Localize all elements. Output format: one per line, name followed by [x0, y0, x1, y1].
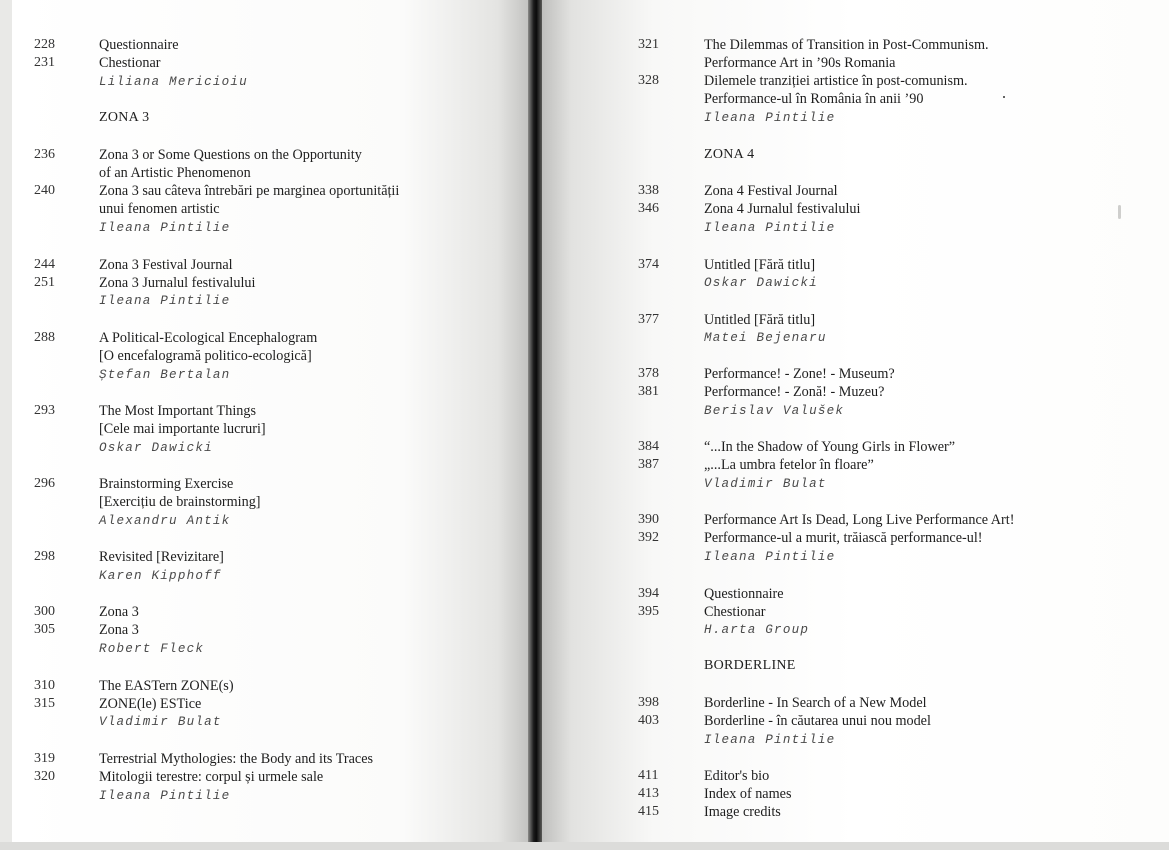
entry-title: ZONE(le) ESTice [99, 696, 202, 712]
entry-title: A Political-Ecological Encephalogram [99, 330, 318, 346]
ink-speck [1003, 96, 1005, 98]
entry-title: Zona 3 [99, 622, 139, 638]
entry-author: Matei Bejenaru [704, 331, 827, 345]
entry-title: unui fenomen artistic [99, 201, 220, 217]
page-number: 288 [34, 330, 55, 345]
page-number: 300 [34, 604, 55, 619]
entry-title: The EASTern ZONE(s) [99, 678, 234, 694]
page-number: 319 [34, 751, 55, 766]
entry-title: Borderline - în căutarea unui nou model [704, 713, 931, 729]
page-number: 338 [638, 183, 659, 198]
entry-title: Zona 3 Festival Journal [99, 257, 233, 273]
left-page [12, 0, 534, 842]
entry-title: Dilemele tranziției artistice în post-comunism. [704, 73, 968, 89]
page-number: 395 [638, 604, 659, 619]
page-number: 377 [638, 312, 659, 327]
entry-author: Ileana Pintilie [99, 294, 231, 308]
entry-author: Karen Kipphoff [99, 569, 222, 583]
page-number: 381 [638, 384, 659, 399]
page-number: 296 [34, 476, 55, 491]
entry-author: Vladimir Bulat [99, 715, 222, 729]
page-number: 384 [638, 439, 659, 454]
page-number: 244 [34, 257, 55, 272]
entry-author: Ileana Pintilie [99, 221, 231, 235]
entry-author: Ileana Pintilie [704, 221, 836, 235]
book-spine [528, 0, 542, 850]
right-page [540, 0, 1169, 842]
entry-title: Brainstorming Exercise [99, 476, 234, 492]
entry-author: Ileana Pintilie [704, 111, 836, 125]
page-number: 387 [638, 457, 659, 472]
entry-title: The Most Important Things [99, 403, 256, 419]
entry-title: Chestionar [704, 604, 766, 620]
entry-title: Zona 4 Festival Journal [704, 183, 838, 199]
entry-author: H.arta Group [704, 623, 810, 637]
section-heading: ZONA 3 [99, 110, 150, 125]
scan-edge [0, 842, 1169, 850]
entry-title: Image credits [704, 804, 781, 820]
entry-author: Liliana Mericioiu [99, 75, 248, 89]
page-number: 320 [34, 769, 55, 784]
entry-title: Borderline - In Search of a New Model [704, 695, 927, 711]
entry-author: Oskar Dawicki [99, 441, 213, 455]
page-number: 398 [638, 695, 659, 710]
entry-title: [Cele mai importante lucruri] [99, 421, 266, 437]
entry-title: Index of names [704, 786, 792, 802]
page-number: 394 [638, 586, 659, 601]
page-number: 390 [638, 512, 659, 527]
entry-title: Editor's bio [704, 768, 770, 784]
entry-title: Zona 4 Jurnalul festivalului [704, 201, 861, 217]
entry-title: Zona 3 Jurnalul festivalului [99, 275, 256, 291]
entry-title: Zona 3 sau câteva întrebări pe marginea oportunității [99, 183, 400, 199]
entry-title: Questionnaire [704, 586, 784, 602]
entry-title: „...La umbra fetelor în floare” [704, 457, 874, 473]
entry-author: Ileana Pintilie [704, 550, 836, 564]
page-number: 231 [34, 55, 55, 70]
page-number: 403 [638, 713, 659, 728]
entry-title: Revisited [Revizitare] [99, 549, 224, 565]
entry-author: Oskar Dawicki [704, 276, 818, 290]
page-number: 315 [34, 696, 55, 711]
entry-title: [O encefalogramă politico-ecologică] [99, 348, 312, 364]
page-number: 251 [34, 275, 55, 290]
page-number: 411 [638, 768, 659, 783]
entry-author: Alexandru Antik [99, 514, 231, 528]
page-number: 346 [638, 201, 659, 216]
entry-title: Chestionar [99, 55, 161, 71]
entry-title: The Dilemmas of Transition in Post-Communism. [704, 37, 989, 53]
page-number: 236 [34, 147, 55, 162]
entry-author: Robert Fleck [99, 642, 205, 656]
entry-title: Terrestrial Mythologies: the Body and its Traces [99, 751, 374, 767]
entry-title: Performance! - Zone! - Museum? [704, 366, 895, 382]
paper-mark [1118, 205, 1121, 219]
entry-title: Zona 3 or Some Questions on the Opportunity [99, 147, 362, 163]
entry-author: Berislav Valušek [704, 404, 845, 418]
page-number: 321 [638, 37, 659, 52]
entry-title: “...In the Shadow of Young Girls in Flower” [704, 439, 956, 455]
page-number: 228 [34, 37, 55, 52]
entry-title: [Exercițiu de brainstorming] [99, 494, 261, 510]
entry-title: of an Artistic Phenomenon [99, 165, 251, 181]
entry-title: Untitled [Fără titlu] [704, 312, 816, 328]
entry-title: Zona 3 [99, 604, 139, 620]
entry-title: Performance-ul a murit, trăiască performance-ul! [704, 530, 983, 546]
page-number: 378 [638, 366, 659, 381]
page-number: 328 [638, 73, 659, 88]
entry-author: Ștefan Bertalan [99, 368, 231, 382]
entry-title: Performance Art in ’90s Romania [704, 55, 896, 71]
entry-title: Mitologii terestre: corpul și urmele sale [99, 769, 324, 785]
page-number: 310 [34, 678, 55, 693]
page-number: 415 [638, 804, 659, 819]
entry-author: Vladimir Bulat [704, 477, 827, 491]
page-number: 293 [34, 403, 55, 418]
page-number: 298 [34, 549, 55, 564]
page-number: 392 [638, 530, 659, 545]
section-heading: BORDERLINE [704, 658, 796, 673]
page-number: 413 [638, 786, 659, 801]
page-number: 305 [34, 622, 55, 637]
entry-title: Questionnaire [99, 37, 179, 53]
entry-title: Performance Art Is Dead, Long Live Performance Art! [704, 512, 1015, 528]
entry-title: Performance! - Zonă! - Muzeu? [704, 384, 885, 400]
page-number: 374 [638, 257, 659, 272]
entry-author: Ileana Pintilie [99, 789, 231, 803]
entry-title: Performance-ul în România în anii ’90 [704, 91, 924, 107]
page-number: 240 [34, 183, 55, 198]
entry-author: Ileana Pintilie [704, 733, 836, 747]
section-heading: ZONA 4 [704, 147, 755, 162]
entry-title: Untitled [Fără titlu] [704, 257, 816, 273]
